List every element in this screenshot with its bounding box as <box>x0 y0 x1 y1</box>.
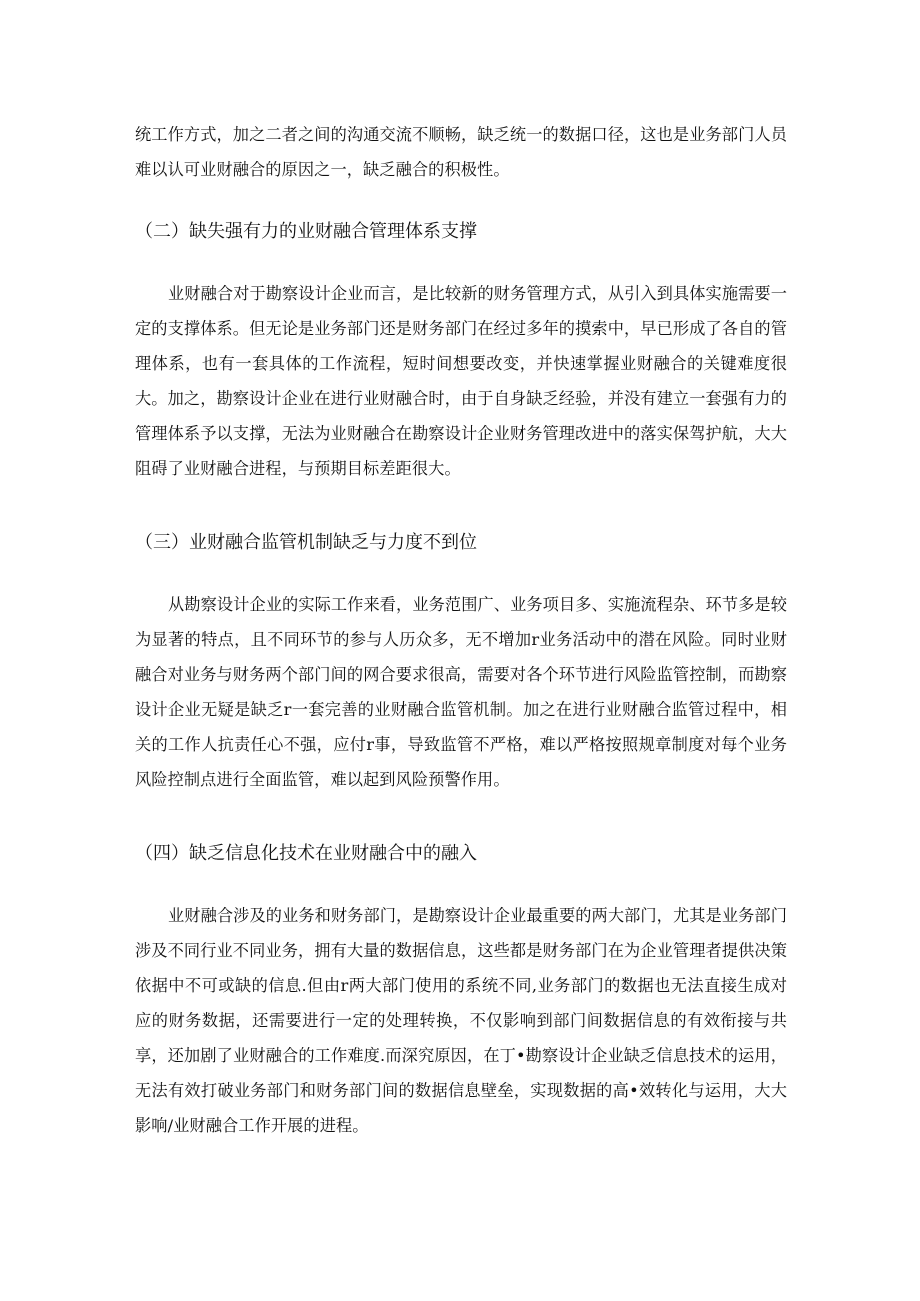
section-heading-2: （二）缺失强有力的业财融合管理体系支撑 <box>135 221 477 242</box>
section-paragraph-2: 业财融合对于勘察设计企业而言，是比较新的财务管理方式，从引入到具体实施需要一定的支撑体系。但无论是业务部门还是财务部门在经过多年的摸索中，早已形成了各自的管理体系，也有一套具体的工作流程，短时间想要改变，并快速掌握业财融合的关键难度很大。加之，勘察设计企业在进行业财融合时，由于自身缺乏经验，并没有建立一套强有力的管理体系予以支撑，无法为业财融合在勘察设计企业财务管理改进中的落实保驾护航，大大阻碍了业财融合进程，与预期目标差距很大。 <box>135 284 787 478</box>
section-paragraph-4: 业财融合涉及的业务和财务部门，是勘察设计企业最重要的两大部门，尤其是业务部门涉及不同行业不同业务，拥有大量的数据信息，这些都是财务部门在为企业管理者提供决策依据中不可或缺的信息.但由r两大部门使用的系统不同,业务部门的数据也无法直接生成对应的财务数据，还需要进行一定的处理转换，不仅影响到部门间数据信息的有效衔接与共享，还加剧了业财融合的工作难度.而深究原因，在丁•勘察设计企业缺乏信息技术的运用，无法有效打破业务部门和财务部门间的数据信息壁垒，实现数据的高•效转化与运用，大大影响/业财融合工作开展的进程。 <box>135 906 787 1135</box>
section-paragraph-3: 从勘察设计企业的实际工作来看，业务范围广、业务项目多、实施流程杂、环节多是较为显著的特点，且不同环节的参与人历众多，无不增加r业务活动中的潜在风险。同时业财融合对业务与财务两个部门间的网合要求很高，需要对各个环节进行风险监管控制，而勘察设计企业无疑是缺乏r一套完善的业财融合监管机制。加之在进行业财融合监管过程中，相关的工作人抗责任心不强，应付r事，导致监管不严格，难以严格按照规章制度对每个业务风险控制点进行全面监管，难以起到风险预警作用。 <box>135 595 787 789</box>
section-heading-4: （四）缺乏信息化技术在业财融合中的融入 <box>135 843 477 864</box>
intro-paragraph: 统工作方式，加之二者之间的沟通交流不顺畅，缺乏统一的数据口径，这也是业务部门人员难以认可业财融合的原因之一，缺乏融合的积极性。 <box>135 125 787 179</box>
section-heading-3: （三）业财融合监管机制缺乏与力度不到位 <box>135 532 477 553</box>
